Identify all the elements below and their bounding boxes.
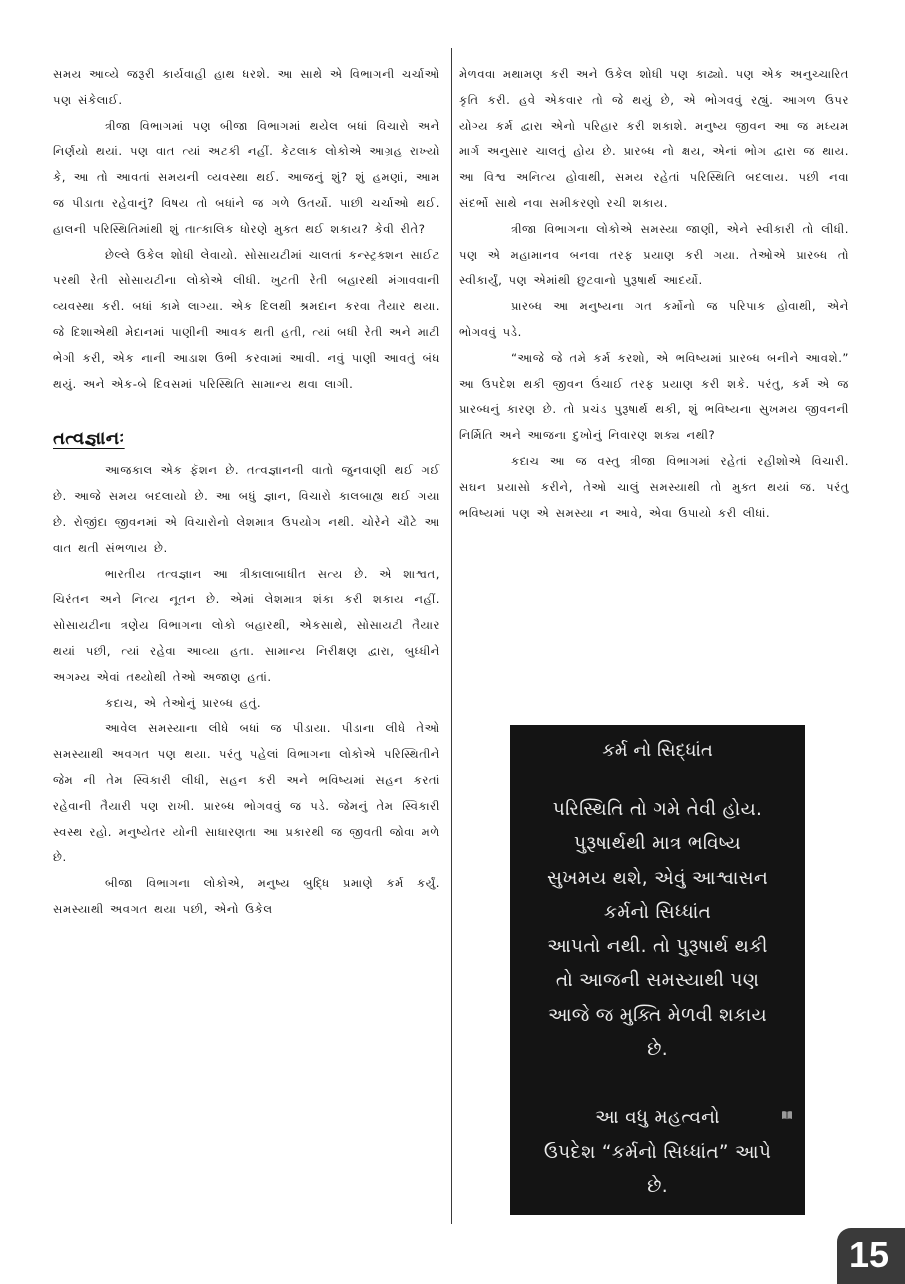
quote-footer-line: છે. (647, 1175, 668, 1197)
paragraph: કદાચ, એ તેઓનું પ્રારબ્ધ હતું. (105, 695, 262, 710)
paragraph: ત્રીજા વિભાગના લોકોએ સમસ્યા જાણી, એને સ્વીકારી તો લીધી. પણ એ મહામાનવ બનવા તરફ પ્રયાણ કરી ગયા. તેઓએ પ્રારબ્ધ તો સ્વીકાર્યું, પણ એમાંથી છુટવાનો પુરૂષાર્થ આદર્યો. (459, 221, 849, 288)
quote-footer-line: ઉપદેશ “કર્મનો સિધ્ધાંત” આપે (543, 1141, 772, 1163)
quote-line: પરિસ્થિતિ તો ગમે તેવી હોય. (552, 799, 763, 820)
quote-line: આજે જ મુક્તિ મેળવી શકાય (547, 1004, 768, 1026)
quote-line: કર્મનો સિધ્ધાંત (603, 901, 712, 923)
quote-line: છે. (647, 1039, 668, 1061)
quote-title: કર્મ નો સિદ્ધાંત (602, 740, 713, 761)
quote-footer-line: આ વધુ મહત્વનો (595, 1107, 720, 1129)
paragraph: મેળવવા મથામણ કરી અને ઉકેલ શોધી પણ કાઢ્યો. પણ એક અનુચ્ચારિત કૃતિ કરી. હવે એકવાર તો જે થયું છે, એ ભોગવવું રહ્યું. આગળ ઉપર યોગ્ય કર્મ દ્વારા એનો પરિહાર કરી શકાશે. મનુષ્ય જીવન આ જ મધ્યમ માર્ગ અનુસાર ચાલતું હોય છે. પ્રારબ્ધ નો ક્ષય, એનાં ભોગ દ્વારા જ થાય. આ વિશ્વ અનિત્ય હોવાથી, સમય રહેતાં પરિસ્થિતિ બદલાય. પછી નવા સંદર્ભો સાથે નવા સમીકરણો રચી શકાય. (459, 67, 849, 210)
quote-line: તો આજની સમસ્યાથી પણ (555, 970, 760, 992)
left-column (53, 62, 440, 923)
quote-line: પુરૂષાર્થથી માત્ર ભવિષ્ય (574, 833, 741, 855)
section-heading-philosophy: તત્વજ્ઞાનઃ (53, 428, 125, 450)
paragraph: કદાચ આ જ વસ્તુ ત્રીજા વિભાગમાં રહેતાં રહીશોએ વિચારી. સઘન પ્રયાસો કરીને, તેઓ ચાલું સમસ્યાથી તો મુક્ત થયાં જ. પરંતુ ભવિષ્યમાં પણ એ સમસ્યા ન આવે, એવા ઉપાયો કરી લીધાં. (459, 453, 849, 520)
quote-line: આપતો નથી. તો પુરૂષાર્થ થકી (547, 936, 768, 958)
right-column (459, 62, 849, 526)
book-icon (781, 1105, 793, 1124)
paragraph: પ્રારબ્ધ આ મનુષ્યના ગત કર્મોનો જ પરિપાક હોવાથી, એને ભોગવવું પડે. (459, 299, 849, 339)
paragraph: આવેલ સમસ્યાના લીધે બધાં જ પીડાયા. પીડાના લીધે તેઓ સમસ્યાથી અવગત પણ થયા. પરંતુ પહેલાં વિભાગના લોકોએ પરિસ્થિતીને જેમ ની તેમ સ્વિકારી લીધી, સહન કરી અને ભવિષ્યમાં સહન કરતાં રહેવાની તૈયારી પણ રાખી. પ્રારબ્ધ ભોગવવું જ પડે. જેમનું તેમ સ્વિકારી સ્વસ્થ રહો. મનુષ્યેતર યોની સાધારણતા આ પ્રકારથી જ જીવતી જોવા મળે છે. (53, 721, 440, 865)
paragraph: “આજે જે તમે કર્મ કરશો, એ ભવિષ્યમાં પ્રારબ્ધ બનીને આવશે.” આ ઉપદેશ થકી જીવન ઉંચાઈ તરફ પ્રયાણ કરી શકે. પરંતુ, કર્મ એ જ પ્રારબ્ધનું કારણ છે. તો પ્રચંડ પુરૂષાર્થ થકી, શું ભવિષ્યના સુખમય જીવનની નિર્મિતિ અને આજના દુખોનું નિવારણ શક્ય નથી? (459, 350, 849, 443)
column-divider (451, 48, 452, 1224)
paragraph: આજકાલ એક ફૅશન છે. તત્વજ્ઞાનની વાતો જુનવાણી થઈ ગઈ છે. આજે સમય બદલાયો છે. આ બધું જ્ઞાન, વિચારો કાલબાહ્ય થઈ ગયા છે. રોજીંદા જીવનમાં એ વિચારોનો લેશમાત્ર ઉપયોગ નથી. ચોરેને ચૌટે આ વાત થતી સંભળાય છે. (53, 463, 440, 555)
paragraph: સમય આવ્યે જરૂરી કાર્યવાહી હાથ ધરશે. આ સાથે એ વિભાગની ચર્ચાઓ પણ સંકેલાઈ. (53, 67, 440, 107)
quote-box (510, 725, 805, 1215)
paragraph: છેલ્લે ઉકેલ શોધી લેવાયો. સોસાયટીમાં ચાલતાં કન્સ્ટ્રક્શન સાઈટ પરથી રેતી સોસાયટીના લોકોએ લીધી. ખુટતી રેતી બહારથી મંગાવવાની વ્યવસ્થા કરી. બધાં કામે લાગ્યા. એક દિલથી શ્રમદાન કરવા તૈયાર થયા. જે દિશાએથી મેદાનમાં પાણીની આવક થતી હતી, ત્યાં બધી રેતી અને માટી ભેગી કરી, એક નાની આડાશ ઉભી કરવામાં આવી. નવું પાણી આવતું બંધ થયું. અને એક-બે દિવસમાં પરિસ્થિતિ સામાન્ય થવા લાગી. (53, 247, 440, 391)
paragraph: બીજા વિભાગના લોકોએ, મનુષ્ય બુદ્ધિ પ્રમાણે કર્મ કર્યું. સમસ્યાથી અવગત થયા પછી, એનો ઉકેલ (53, 876, 440, 916)
page-number-badge: 15 (837, 1228, 905, 1284)
quote-line: સુખમય થશે, એવું આશ્વાસન (546, 867, 769, 889)
paragraph: ભારતીય તત્વજ્ઞાન આ ત્રીકાલાબાધીત સત્ય છે. એ શાશ્વત, ચિરંતન અને નિત્ય નૂતન છે. એમાં લેશમાત્ર શંકા કરી શકાય નહીં. સોસાયટીના ત્રણેય વિભાગના લોકો બહારથી, એકસાથે, સોસાયટી તૈયાર થયાં પછી, ત્યાં રહેવા આવ્યા હતા. સામાન્ય નિરીક્ષણ દ્વારા, બુધ્ધીને અગમ્ય એવાં તથ્યોથી તેઓ અજાણ હતાં. (53, 566, 440, 684)
paragraph: ત્રીજા વિભાગમાં પણ બીજા વિભાગમાં થયેલ બધાં વિચારો અને નિર્ણયો થયાં. પણ વાત ત્યાં અટકી નહીં. કેટલાક લોકોએ આગ્રહ રાખ્યો કે, આ તો આવતાં સમયની વ્યવસ્થા થઈ. આજનું શું? શું હમણાં, આમ જ પીડાતા રહેવાનું? વિષય તો બધાંને જ ગળે ઉતર્યો. પાછી ચર્ચાઓ થઈ. હાલની પરિસ્થિતિમાંથી શું તાત્કાલિક ધોરણે મુક્ત થઈ શકાય? કેવી રીતે? (53, 118, 440, 236)
